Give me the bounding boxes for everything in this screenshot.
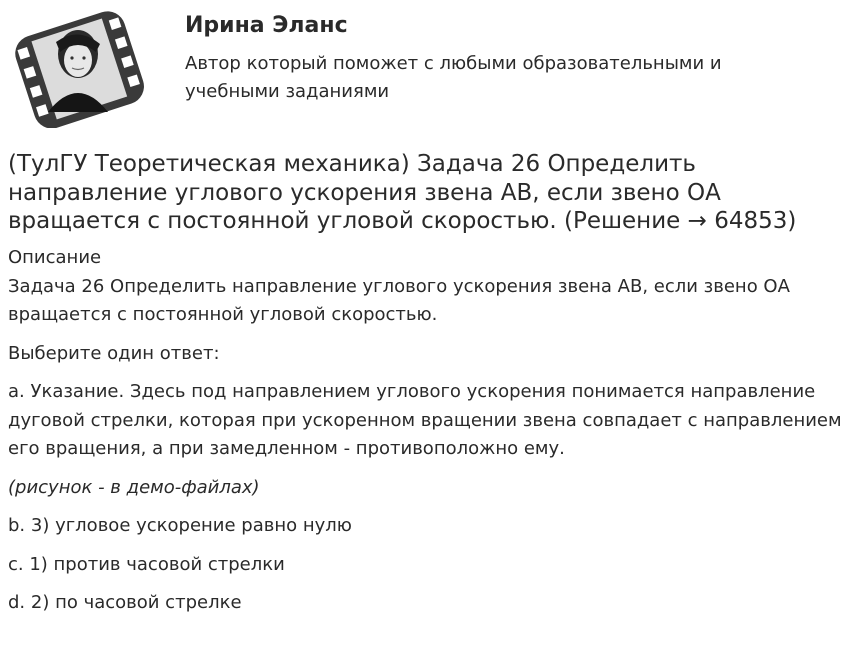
author-name: Ирина Эланс (185, 13, 348, 38)
description-label: Описание (8, 247, 102, 268)
answer-prompt: Выберите один ответ: (8, 342, 220, 364)
document-body (8, 244, 843, 618)
task-text: Задача 26 Определить направление углового ускорения звена АВ, если звено ОА вращается с постоянной угловой скоростью. (8, 275, 790, 325)
option-d: d. 2) по часовой стрелке (8, 592, 242, 613)
author-avatar-icon (8, 8, 150, 128)
author-card (0, 0, 847, 140)
option-c: c. 1) против часовой стрелки (8, 553, 285, 575)
option-b: b. 3) угловое ускорение равно нулю (8, 515, 352, 536)
page-title: (ТулГУ Теоретическая механика) Задача 26 Определить направление углового ускорения звена АВ, если звено ОА вращается с постоянной угловой скоростью. (Решение → 64853) (8, 151, 797, 234)
figure-note: (рисунок - в демо-файлах) (8, 476, 260, 498)
author-description: Автор который поможет с любыми образовательными и учебными заданиями (185, 53, 722, 102)
option-a: a. Указание. Здесь под направлением углового ускорения понимается направление дуговой стрелки, которая при ускоренном вращении звена совпадает с направлением его вращения, а при замедленном - противоположно ему. (8, 381, 842, 459)
